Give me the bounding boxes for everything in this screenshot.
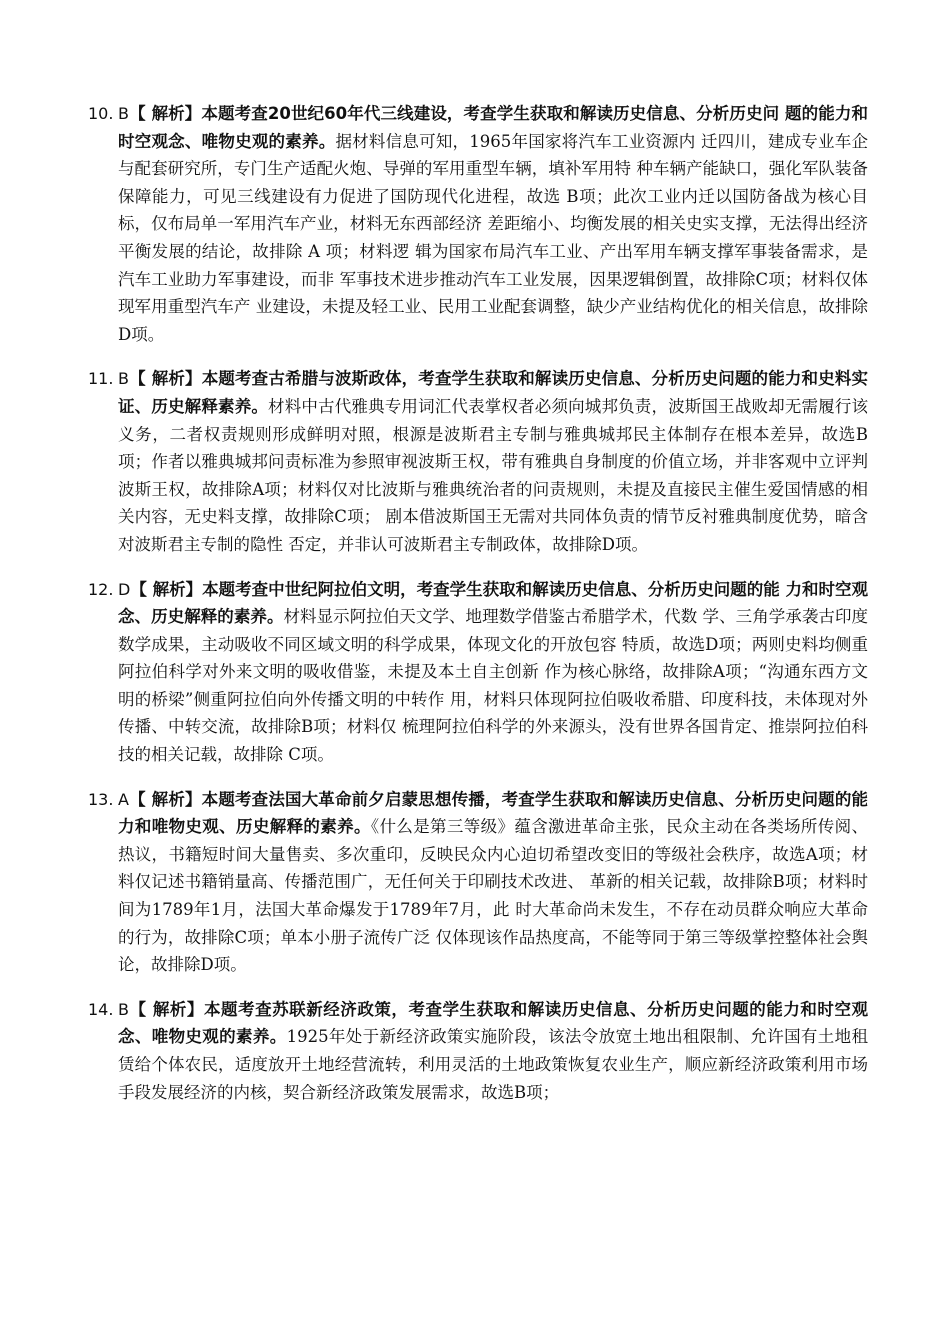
answer-item-11 [88, 365, 868, 558]
analysis-lead: 本题考查法国大革命前夕启蒙思想传播，考查学生获取和解读历史信息、分析历史问题的能力和唯物史观、历史解释的素养。 [118, 789, 868, 837]
answer-item-14 [88, 996, 868, 1106]
analysis-body: 材料显示阿拉伯天文学、地理数学借鉴古希腊学术，代数 学、三角学承袭古印度数学成果，主动吸收不同区域文明的科学成果，体现文化的开放包容 特质，故选D项；两则史料均侧重阿拉伯科学对外来文明的吸收借鉴，未提及本土自主创新 作为核心脉络，故排除A项；“沟通东西方文明的桥梁”侧重阿拉伯向外传播文明的中转作 用，材料只体现阿拉伯吸收希腊、印度科技，未体现对外传播、中转交流，故排除B项；材料仅 梳理阿拉伯科学的外来源头，没有世界各国肯定、推崇阿拉伯科技的相关记载，故排除 C项。 [118, 607, 868, 765]
item-number: 12. [88, 579, 114, 599]
item-answer: A [118, 789, 129, 809]
analysis-tag: 【 解析】 [128, 369, 202, 389]
item-answer: D [118, 579, 131, 599]
analysis-lead: 本题考查古希腊与波斯政体，考查学生获取和解读历史信息、分析历史问题的能力和史料实证、历史解释素养。 [118, 369, 868, 416]
analysis-body: 1925年处于新经济政策实施阶段，该法令放宽土地出租限制、允许国有土地租赁给个体农民，适度放开土地经营流转，利用灵活的土地政策恢复农业生产，顺应新经济政策利用市场手段发展经济的内核，契合新经济政策发展需求，故选B项； [118, 1027, 868, 1102]
item-answer: B [118, 369, 129, 389]
analysis-tag: 【 解析】 [130, 579, 203, 599]
analysis-lead: 本题考查苏联新经济政策，考查学生获取和解读历史信息、分析历史问题的能力和时空观念、唯物史观的素养。 [118, 999, 869, 1047]
item-number: 14. [88, 999, 114, 1019]
answer-item-13 [88, 786, 868, 979]
item-number: 11. [88, 369, 114, 389]
analysis-body: 材料中古代雅典专用词汇代表掌权者必须向城邦负责，波斯国王战败却无需履行该义务，二者权责规则形成鲜明对照，根源是波斯君主专制与雅典城邦民主体制存在根本差异，故选B项；作者以雅典城邦问责标准为参照审视波斯王权，带有雅典自身制度的价值立场，并非客观中立评判波斯王权，故排除A项；材料仅对比波斯与雅典统治者的问责规则，未提及直接民主催生爱国情感的相关内容，无史料支撑，故排除C项； 剧本借波斯国王无需对共同体负责的情节反衬雅典制度优势，暗含对波斯君主专制的隐性 否定，并非认可波斯君主专制政体，故排除D项。 [118, 396, 869, 554]
analysis-tag: 【 解析】 [128, 789, 202, 809]
item-answer: B [118, 104, 129, 123]
analysis-tag: 【 解析】 [128, 104, 202, 123]
answer-item-10 [88, 100, 868, 348]
item-number: 13. [88, 789, 114, 809]
answer-item-12 [88, 576, 868, 769]
answer-list [88, 100, 868, 1123]
analysis-tag: 【 解析】 [128, 999, 204, 1019]
analysis-body: 《什么是第三等级》蕴含激进革命主张，民众主动在各类场所传阅、热议，书籍短时间大量售卖、多次重印，反映民众内心迫切希望改变旧的等级社会秩序，故选A项；材料仅记述书籍销量高、传播范围广，无任何关于印刷技术改进、 革新的相关记载，故排除B项；材料时间为1789年1月，法国大革命爆发于1789年7月，此 时大革命尚未发生，不存在动员群众响应大革命的行为，故排除C项；单本小册子流传广泛 仅体现该作品热度高，不能等同于第三等级掌控整体社会舆论，故排除D项。 [118, 817, 869, 975]
item-answer: B [118, 999, 129, 1019]
analysis-body: 据材料信息可知，1965年国家将汽车工业资源内 迁四川，建成专业车企与配套研究所，专门生产适配火炮、导弹的军用重型车辆，填补军用特 种车辆产能缺口，强化军队装备保障能力，可见三线建设有力促进了国防现代化进程，故选 B项；此次工业内迁以国防备战为核心目标，仅布局单一军用汽车产业，材料无东西部经济 差距缩小、均衡发展的相关史实支撑，无法得出经济平衡发展的结论，故排除 A 项；材料逻 辑为国家布局汽车工业、产出军用车辆支撑军事装备需求，是汽车工业助力军事建设，而非 军事技术进步推动汽车工业发展，因果逻辑倒置，故排除C项；材料仅体现军用重型汽车产 业建设，未提及轻工业、民用工业配套调整，缺少产业结构优化的相关信息，故排除D项。 [118, 131, 868, 344]
analysis-lead: 本题考查20世纪60年代三线建设，考查学生获取和解读历史信息、分析历史问 题的能力和时空观念、唯物史观的素养。 [118, 104, 869, 151]
analysis-lead: 本题考查中世纪阿拉伯文明，考查学生获取和解读历史信息、分析历史问题的能 力和时空观念、历史解释的素养。 [118, 579, 869, 627]
item-number: 10. [88, 104, 114, 123]
